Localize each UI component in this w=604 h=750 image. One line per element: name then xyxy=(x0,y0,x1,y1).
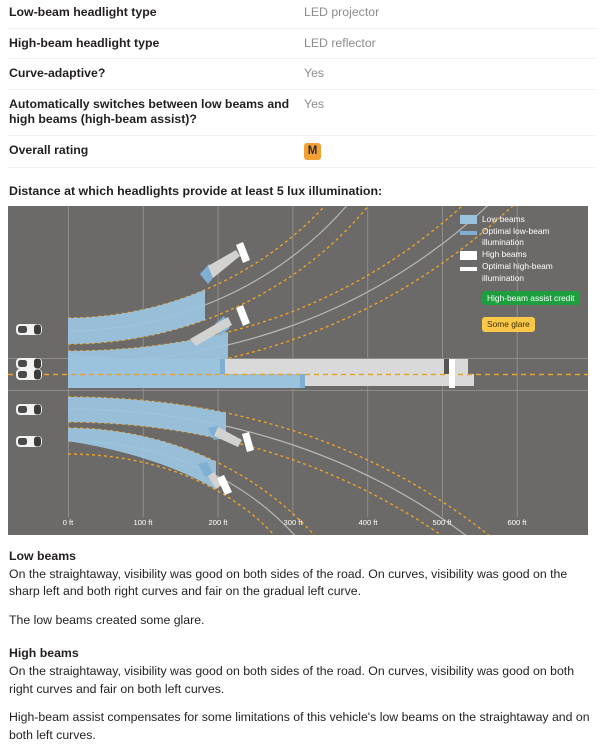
low-beams-heading: Low beams xyxy=(9,548,76,563)
chart-legend xyxy=(460,214,586,332)
car-icon xyxy=(16,436,42,447)
legend-item-optimal-low-beam xyxy=(460,226,586,248)
spec-label: Curve-adaptive? xyxy=(9,66,106,80)
spec-label: Low-beam headlight type xyxy=(9,5,157,19)
x-axis-tick-label: 500 ft xyxy=(432,517,452,527)
x-axis-tick-label: 400 ft xyxy=(358,517,378,527)
optimal-low-beam-marker-right xyxy=(220,359,225,374)
table-row xyxy=(8,90,596,136)
x-axis-tick-label: 0 ft xyxy=(62,517,74,527)
some-glare-badge: Some glare xyxy=(482,317,535,332)
car-icon xyxy=(16,358,42,369)
high-beam-shadow-tick xyxy=(444,359,449,374)
chart-caption: Distance at which headlights provide at least 5 lux illumination: xyxy=(9,183,383,198)
spec-value: Yes xyxy=(304,96,325,111)
spec-value xyxy=(304,143,596,160)
high-beams-heading: High beams xyxy=(9,646,79,660)
legend-label: Low beams xyxy=(482,213,525,224)
low-beams-glare-paragraph: The low beams created some glare. xyxy=(9,612,205,627)
low-beam-swath-left xyxy=(68,374,300,388)
headlight-distance-chart xyxy=(8,206,588,535)
car-icon xyxy=(16,404,42,415)
spec-label: Automatically switches between low beams and high beams (high-beam assist)? xyxy=(9,96,290,126)
x-axis-tick-label: 200 ft xyxy=(208,517,228,527)
headlight-spec-table xyxy=(0,0,604,168)
table-row xyxy=(8,29,596,60)
table-row xyxy=(8,0,596,29)
spec-value: Yes xyxy=(304,66,325,80)
legend-item-low-beams xyxy=(460,214,586,225)
high-beam-swatch-icon xyxy=(460,251,477,260)
legend-item-optimal-high-beam xyxy=(460,261,586,283)
optimal-high-beam-swatch-icon xyxy=(460,263,477,271)
legend-label: Optimal low-beam illumination xyxy=(482,225,550,247)
x-axis-tick-label: 100 ft xyxy=(133,517,153,527)
legend-badges-glare xyxy=(482,312,586,332)
legend-badges xyxy=(482,291,586,306)
low-beams-paragraph: On the straightaway, visibility was good on both sides of the road. On curves, visibility was good on the sharp left and both right curves and fair on the gradual left curve. xyxy=(9,566,568,598)
spec-label: High-beam headlight type xyxy=(9,35,160,50)
status-badge: M xyxy=(304,143,321,160)
optimal-low-beam-marker-left xyxy=(300,374,305,388)
high-beam-assist-paragraph: High-beam assist compensates for some limitations of this vehicle's low beams on the straightaway and on both left curves. xyxy=(9,710,590,742)
spec-value: LED reflector xyxy=(304,35,376,50)
spec-label: Overall rating xyxy=(9,142,89,157)
narrative-section xyxy=(0,535,604,745)
car-icon xyxy=(16,324,42,335)
table-row xyxy=(8,59,596,90)
x-axis-tick-label: 600 ft xyxy=(507,517,527,527)
legend-item-high-beams xyxy=(460,249,586,260)
optimal-low-beam-swatch-icon xyxy=(460,227,477,235)
optimal-high-beam-marker xyxy=(449,359,455,388)
table-row-overall-rating xyxy=(8,136,596,168)
low-beam-swatch-icon xyxy=(460,215,477,224)
legend-label: Optimal high-beam illumination xyxy=(482,261,553,283)
high-beam-assist-credit-badge: High-beam assist credit xyxy=(482,291,580,306)
legend-label: High beams xyxy=(482,249,527,260)
high-beams-paragraph: On the straightaway, visibility was good on both sides of the road. On curves, visibility was good on both right curves and fair on both left curves. xyxy=(9,664,575,696)
x-axis-tick-label: 300 ft xyxy=(283,517,303,527)
car-icon xyxy=(16,369,42,380)
spec-value: LED projector xyxy=(304,5,380,19)
